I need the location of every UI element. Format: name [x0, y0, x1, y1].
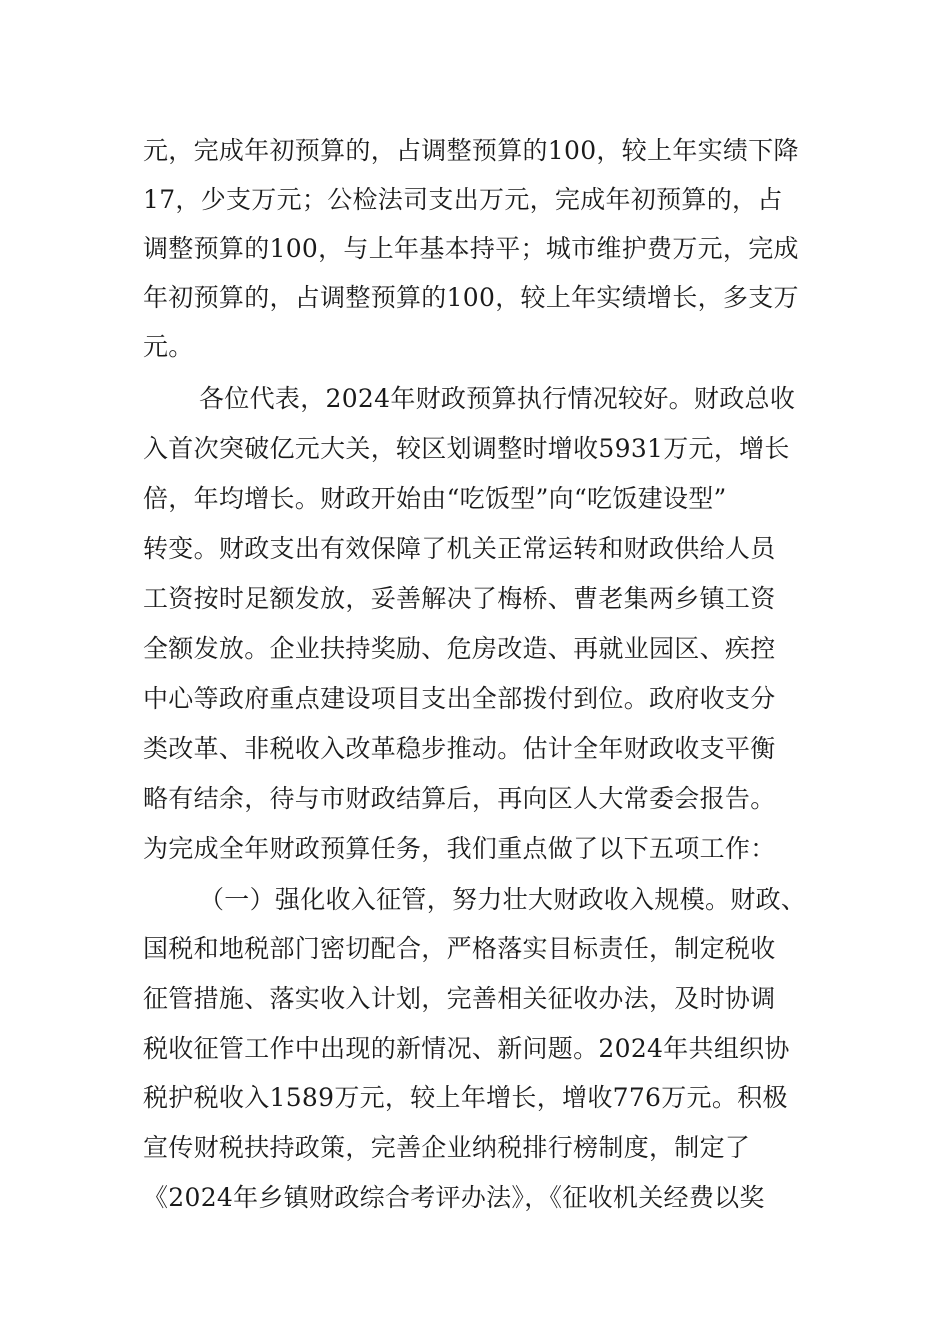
text-line: 宣传财税扶持政策，完善企业纳税排行榜制度，制定了 [143, 1133, 751, 1162]
text-line: 倍，年均增长。财政开始由“吃饭型”向“吃饭建设型” [143, 484, 727, 513]
text-line: 略有结余，待与市财政结算后，再向区人大常委会报告。 [143, 784, 776, 813]
text-line: 元，完成年初预算的，占调整预算的100，较上年实绩下降 [143, 136, 799, 165]
text-line: 元。 [143, 332, 194, 361]
text-line: 国税和地税部门密切配合，严格落实目标责任，制定税收 [143, 934, 776, 963]
text-line: 征管措施、落实收入计划，完善相关征收办法，及时协调 [143, 984, 776, 1013]
text-line: 全额发放。企业扶持奖励、危房改造、再就业园区、疾控 [143, 634, 776, 663]
text-line: 税护税收入1589万元，较上年增长，增收776万元。积极 [143, 1083, 788, 1112]
text-line: 入首次突破亿元大关，较区划调整时增收5931万元，增长 [143, 434, 790, 463]
paragraph-start-line: （一）强化收入征管，努力壮大财政收入规模。财政、 [199, 885, 807, 914]
text-line: 类改革、非税收入改革稳步推动。估计全年财政收支平衡 [143, 734, 776, 763]
paragraph-start-line: 各位代表，2024年财政预算执行情况较好。财政总收 [199, 384, 796, 413]
text-line: 中心等政府重点建设项目支出全部拨付到位。政府收支分 [143, 684, 776, 713]
text-line: 为完成全年财政预算任务，我们重点做了以下五项工作： [143, 834, 776, 863]
text-line: 17，少支万元；公检法司支出万元，完成年初预算的，占 [143, 185, 783, 214]
text-line: 转变。财政支出有效保障了机关正常运转和财政供给人员 [143, 534, 776, 563]
text-line: 年初预算的，占调整预算的100，较上年实绩增长，多支万 [143, 283, 799, 312]
text-line: 调整预算的100，与上年基本持平；城市维护费万元，完成 [143, 234, 799, 263]
text-line: 《2024年乡镇财政综合考评办法》，《征收机关经费以奖 [143, 1183, 765, 1212]
text-line: 工资按时足额发放，妥善解决了梅桥、曹老集两乡镇工资 [143, 584, 776, 613]
text-line: 税收征管工作中出现的新情况、新问题。2024年共组织协 [143, 1034, 790, 1063]
